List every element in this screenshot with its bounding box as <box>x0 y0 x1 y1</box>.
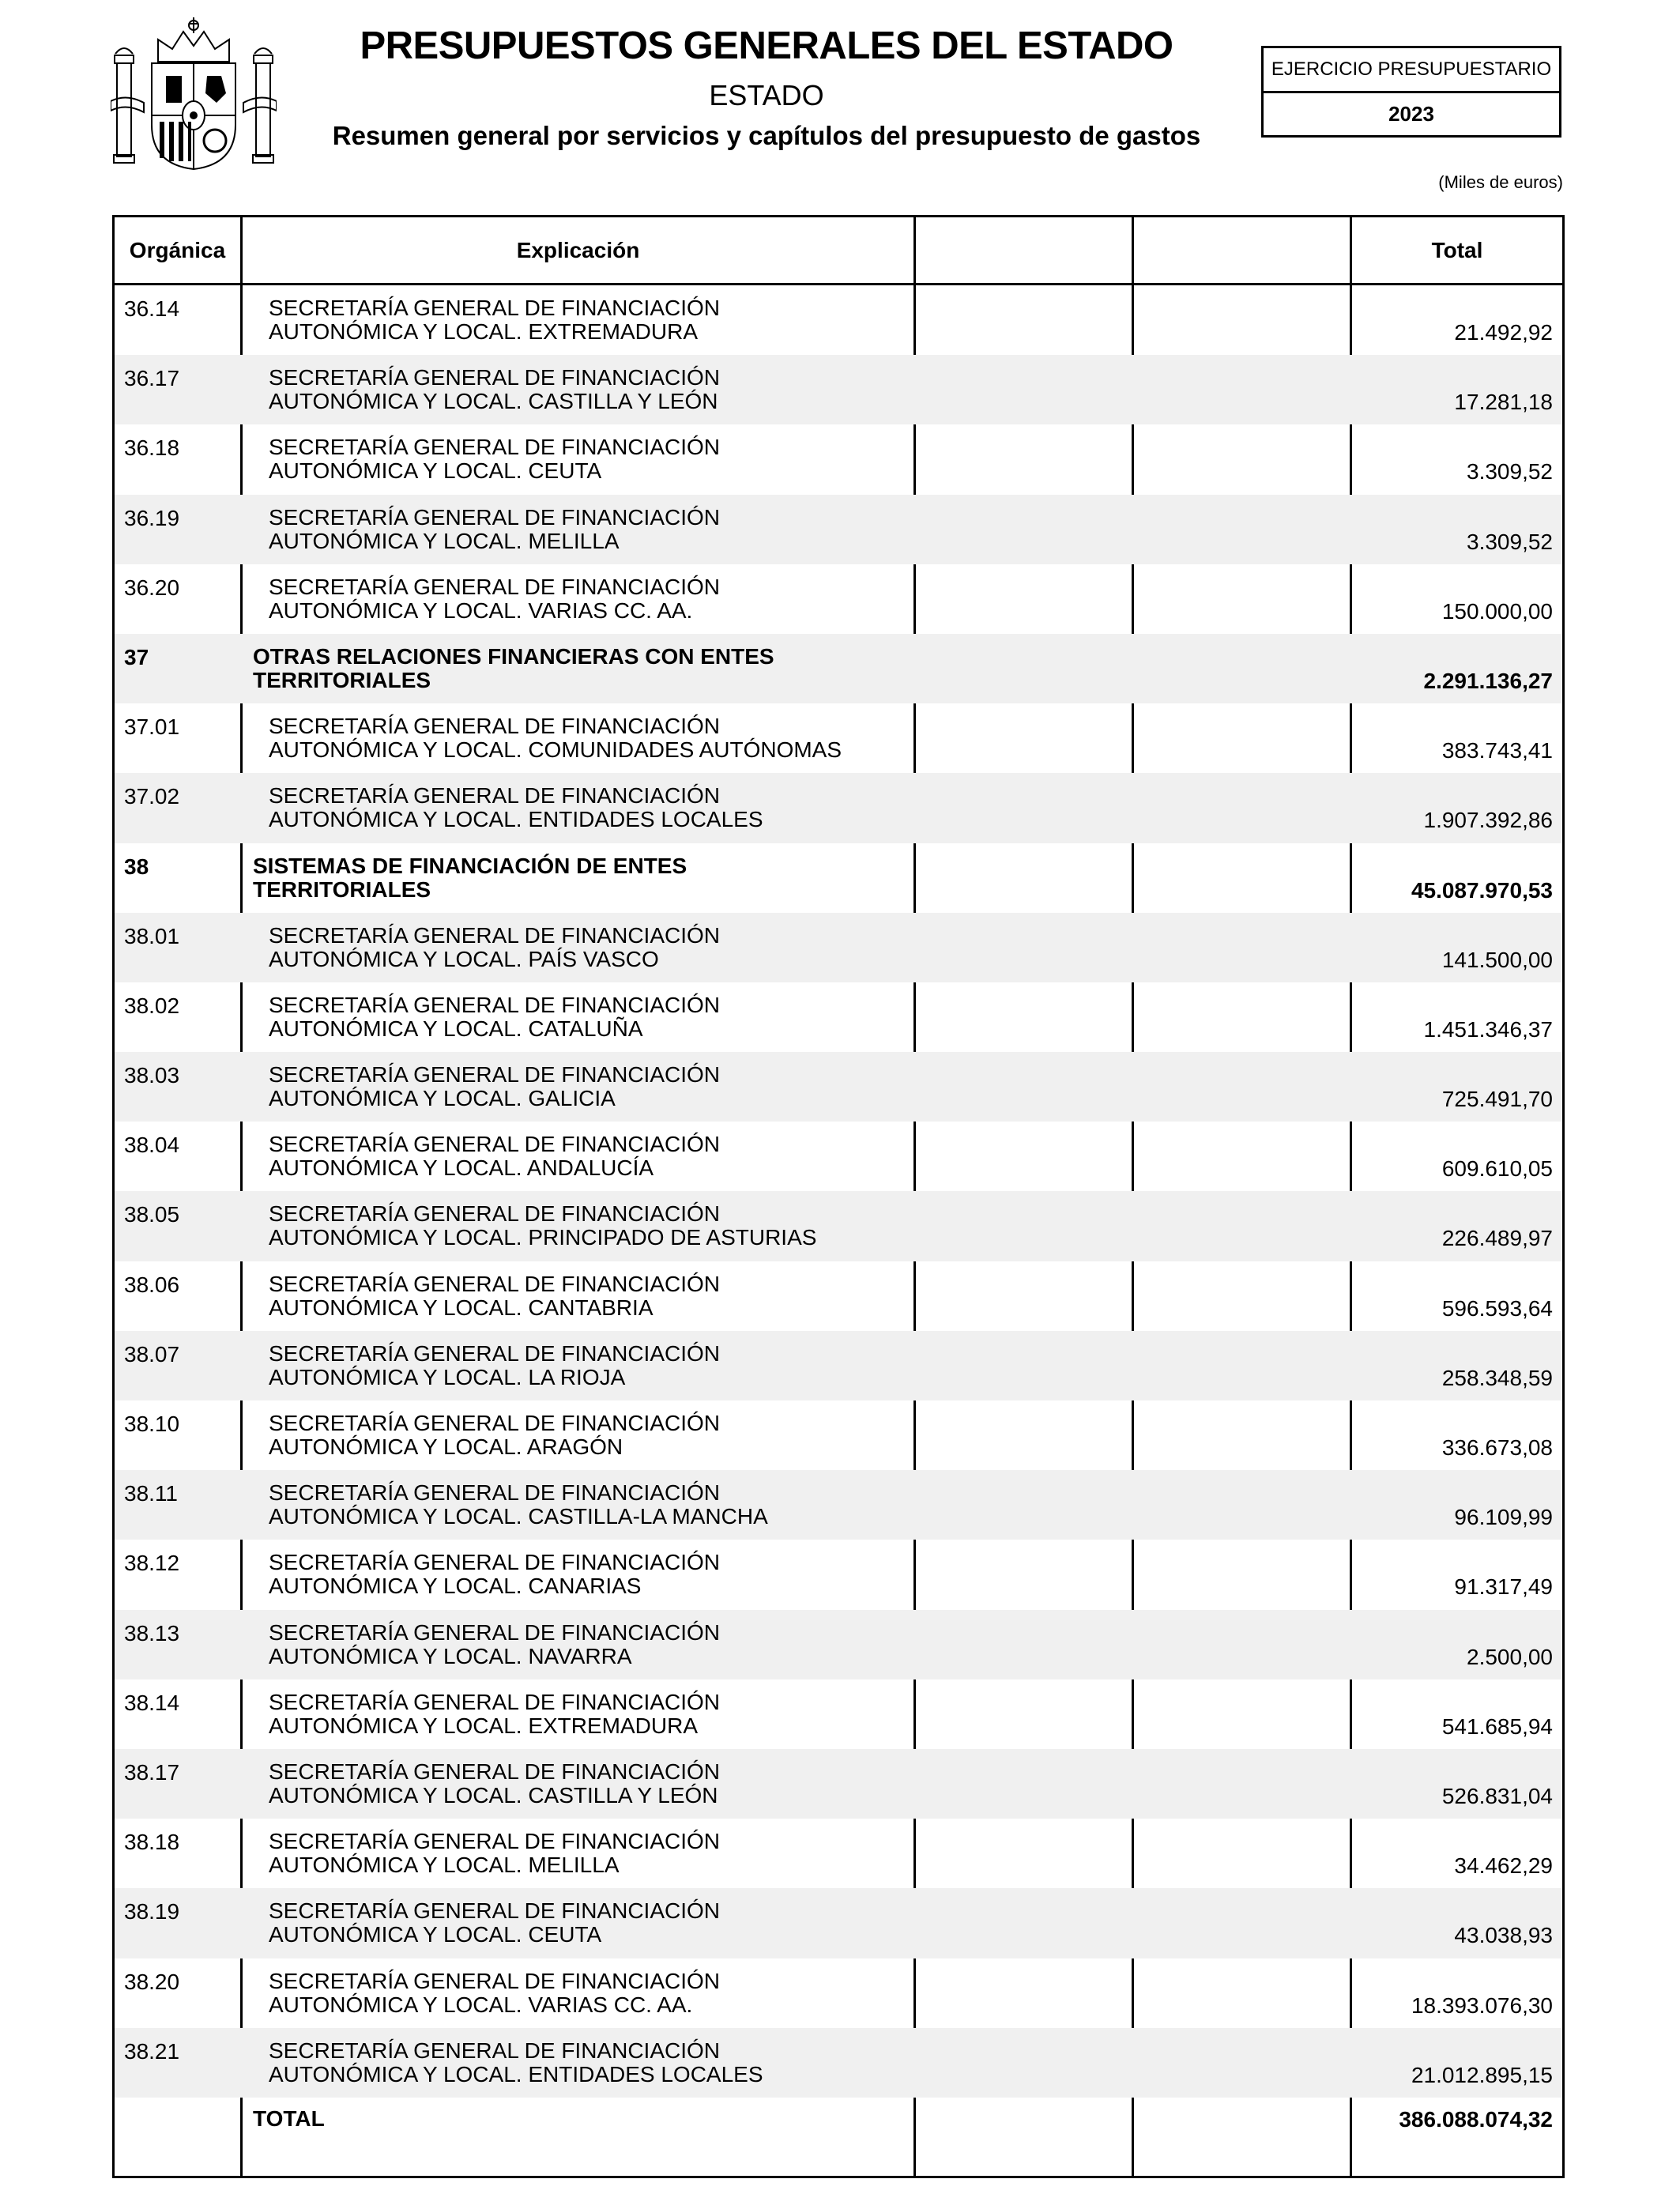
table-row <box>115 773 1562 843</box>
table-row <box>115 913 1562 982</box>
row-description: SECRETARÍA GENERAL DE FINANCIACIÓN AUTONÓMICA Y LOCAL. CEUTA <box>269 1898 720 1947</box>
table-row <box>115 424 1562 494</box>
ejercicio-year: 2023 <box>1388 102 1434 126</box>
header-blank-1 <box>916 217 1132 283</box>
table-row <box>115 634 1562 703</box>
row-code: 38.01 <box>124 923 180 948</box>
row-code: 38.04 <box>124 1133 180 1158</box>
table-row <box>115 843 1562 913</box>
table-row <box>115 1331 1562 1400</box>
row-code: 38.11 <box>124 1481 178 1506</box>
table-row <box>115 1540 1562 1609</box>
row-code: 36.17 <box>124 366 180 391</box>
row-description: SECRETARÍA GENERAL DE FINANCIACIÓN AUTONÓMICA Y LOCAL. CASTILLA Y LEÓN <box>269 1759 720 1808</box>
table-row <box>115 1470 1562 1540</box>
table-row <box>115 1679 1562 1749</box>
page-title: PRESUPUESTOS GENERALES DEL ESTADO <box>360 25 1173 67</box>
row-total: 43.038,93 <box>1454 1923 1553 1948</box>
row-description: SECRETARÍA GENERAL DE FINANCIACIÓN AUTONÓMICA Y LOCAL. COMUNIDADES AUTÓNOMAS <box>269 714 842 763</box>
row-code: 37.02 <box>124 784 180 809</box>
table-row <box>115 1610 1562 1679</box>
row-code: 38.06 <box>124 1272 180 1297</box>
table-row <box>115 495 1562 564</box>
table-row <box>115 2028 1562 2098</box>
row-code: 38.12 <box>124 1551 180 1576</box>
row-description: SECRETARÍA GENERAL DE FINANCIACIÓN AUTONÓMICA Y LOCAL. EXTREMADURA <box>269 1689 720 1738</box>
header-explicacion: Explicación <box>516 237 640 262</box>
row-description: OTRAS RELACIONES FINANCIERAS CON ENTES TERRITORIALES <box>253 643 774 692</box>
row-code: 38.14 <box>124 1690 180 1715</box>
row-code: 38.17 <box>124 1759 180 1785</box>
row-description: SECRETARÍA GENERAL DE FINANCIACIÓN AUTONÓMICA Y LOCAL. VARIAS CC. AA. <box>269 574 720 623</box>
row-description: SECRETARÍA GENERAL DE FINANCIACIÓN AUTONÓMICA Y LOCAL. LA RIOJA <box>269 1340 720 1389</box>
table-row <box>115 1819 1562 1888</box>
grand-total-label: TOTAL <box>253 2105 325 2131</box>
units-note: (Miles de euros) <box>1438 172 1563 192</box>
table-row <box>115 703 1562 773</box>
row-description: SECRETARÍA GENERAL DE FINANCIACIÓN AUTONÓMICA Y LOCAL. VARIAS CC. AA. <box>269 1968 720 2017</box>
header-total: Total <box>1431 237 1483 262</box>
row-code: 38.19 <box>124 1899 180 1924</box>
row-total: 725.491,70 <box>1441 1087 1553 1112</box>
row-code: 38.18 <box>124 1830 180 1855</box>
row-total: 3.309,52 <box>1467 459 1553 484</box>
row-description: SECRETARÍA GENERAL DE FINANCIACIÓN AUTONÓMICA Y LOCAL. CANARIAS <box>269 1550 720 1599</box>
row-code: 38.05 <box>124 1202 180 1227</box>
table-row <box>115 564 1562 634</box>
row-code: 38.13 <box>124 1620 180 1646</box>
row-description: SECRETARÍA GENERAL DE FINANCIACIÓN AUTONÓMICA Y LOCAL. ANDALUCÍA <box>269 1132 720 1181</box>
row-total: 21.012.895,15 <box>1411 2062 1553 2087</box>
row-total: 21.492,92 <box>1454 320 1553 345</box>
row-description: SECRETARÍA GENERAL DE FINANCIACIÓN AUTONÓMICA Y LOCAL. CEUTA <box>269 435 720 484</box>
row-total: 2.500,00 <box>1467 1644 1553 1669</box>
row-description: SECRETARÍA GENERAL DE FINANCIACIÓN AUTONÓMICA Y LOCAL. ENTIDADES LOCALES <box>269 783 763 832</box>
table-row <box>115 1052 1562 1122</box>
header-blank-2 <box>1134 217 1350 283</box>
grand-total-value: 386.088.074,32 <box>1399 2106 1553 2132</box>
row-description: SECRETARÍA GENERAL DE FINANCIACIÓN AUTONÓMICA Y LOCAL. CANTABRIA <box>269 1271 720 1320</box>
row-description: SECRETARÍA GENERAL DE FINANCIACIÓN AUTONÓMICA Y LOCAL. ENTIDADES LOCALES <box>269 2038 763 2087</box>
row-total: 3.309,52 <box>1467 529 1553 554</box>
row-description: SECRETARÍA GENERAL DE FINANCIACIÓN AUTONÓMICA Y LOCAL. CASTILLA Y LEÓN <box>269 365 720 414</box>
row-description: SECRETARÍA GENERAL DE FINANCIACIÓN AUTONÓMICA Y LOCAL. PAÍS VASCO <box>269 922 720 971</box>
row-total: 141.500,00 <box>1441 947 1553 972</box>
coat-of-arms-icon <box>111 14 277 172</box>
row-total: 258.348,59 <box>1441 1365 1553 1390</box>
table-row <box>115 1261 1562 1331</box>
row-code: 38.07 <box>124 1341 180 1367</box>
row-total: 2.291.136,27 <box>1423 668 1553 693</box>
row-description: SECRETARÍA GENERAL DE FINANCIACIÓN AUTONÓMICA Y LOCAL. EXTREMADURA <box>269 296 720 344</box>
row-total: 17.281,18 <box>1454 390 1553 415</box>
row-total: 18.393.076,30 <box>1411 1992 1553 2018</box>
table-row <box>115 285 1562 355</box>
row-total: 1.907.392,86 <box>1423 808 1553 833</box>
row-total: 609.610,05 <box>1441 1156 1553 1182</box>
row-description: SECRETARÍA GENERAL DE FINANCIACIÓN AUTONÓMICA Y LOCAL. MELILLA <box>269 1829 720 1878</box>
row-description: SECRETARÍA GENERAL DE FINANCIACIÓN AUTONÓMICA Y LOCAL. ARAGÓN <box>269 1411 720 1459</box>
row-code: 38.03 <box>124 1063 180 1088</box>
row-code: 38 <box>124 854 149 879</box>
grand-total-row <box>115 2098 1562 2142</box>
row-description: SECRETARÍA GENERAL DE FINANCIACIÓN AUTONÓMICA Y LOCAL. CASTILLA-LA MANCHA <box>269 1480 768 1529</box>
row-description: SECRETARÍA GENERAL DE FINANCIACIÓN AUTONÓMICA Y LOCAL. NAVARRA <box>269 1619 720 1668</box>
row-description: SECRETARÍA GENERAL DE FINANCIACIÓN AUTONÓMICA Y LOCAL. MELILLA <box>269 504 720 553</box>
row-total: 383.743,41 <box>1441 738 1553 763</box>
row-total: 336.673,08 <box>1441 1435 1553 1460</box>
row-total: 34.462,29 <box>1454 1853 1553 1879</box>
row-code: 36.20 <box>124 575 180 600</box>
row-total: 91.317,49 <box>1454 1574 1553 1600</box>
table-header <box>115 217 1562 285</box>
page-subtitle: ESTADO <box>709 79 824 111</box>
table-row <box>115 1400 1562 1470</box>
row-code: 36.18 <box>124 435 180 461</box>
table-row <box>115 1191 1562 1261</box>
row-total: 1.451.346,37 <box>1423 1016 1553 1042</box>
table-row <box>115 1888 1562 1958</box>
budget-table <box>112 215 1565 2178</box>
row-total: 526.831,04 <box>1441 1783 1553 1808</box>
row-total: 541.685,94 <box>1441 1713 1553 1739</box>
table-row <box>115 1958 1562 2028</box>
table-row <box>115 1122 1562 1191</box>
header-organica: Orgánica <box>129 237 226 262</box>
row-code: 37.01 <box>124 714 180 740</box>
ejercicio-box <box>1261 46 1561 138</box>
row-total: 226.489,97 <box>1441 1226 1553 1251</box>
row-total: 45.087.970,53 <box>1411 877 1553 903</box>
row-description: SECRETARÍA GENERAL DE FINANCIACIÓN AUTONÓMICA Y LOCAL. CATALUÑA <box>269 992 720 1041</box>
row-code: 36.14 <box>124 296 180 321</box>
row-code: 38.21 <box>124 2038 180 2064</box>
row-description: SECRETARÍA GENERAL DE FINANCIACIÓN AUTONÓMICA Y LOCAL. GALICIA <box>269 1062 720 1111</box>
row-code: 38.20 <box>124 1969 180 1994</box>
table-row <box>115 1749 1562 1819</box>
table-row <box>115 982 1562 1052</box>
table-row <box>115 355 1562 424</box>
row-code: 36.19 <box>124 505 180 530</box>
row-code: 38.10 <box>124 1412 180 1436</box>
table-body <box>115 285 1562 2142</box>
row-total: 150.000,00 <box>1441 598 1553 624</box>
row-code: 38.02 <box>124 993 180 1018</box>
row-total: 96.109,99 <box>1454 1505 1553 1530</box>
row-description: SISTEMAS DE FINANCIACIÓN DE ENTES TERRITORIALES <box>253 853 687 902</box>
page-description: Resumen general por servicios y capítulos del presupuesto de gastos <box>332 121 1201 150</box>
ejercicio-label: EJERCICIO PRESUPUESTARIO <box>1264 48 1559 93</box>
row-description: SECRETARÍA GENERAL DE FINANCIACIÓN AUTONÓMICA Y LOCAL. PRINCIPADO DE ASTURIAS <box>269 1201 817 1250</box>
row-total: 596.593,64 <box>1441 1295 1553 1321</box>
row-code: 37 <box>124 644 149 669</box>
